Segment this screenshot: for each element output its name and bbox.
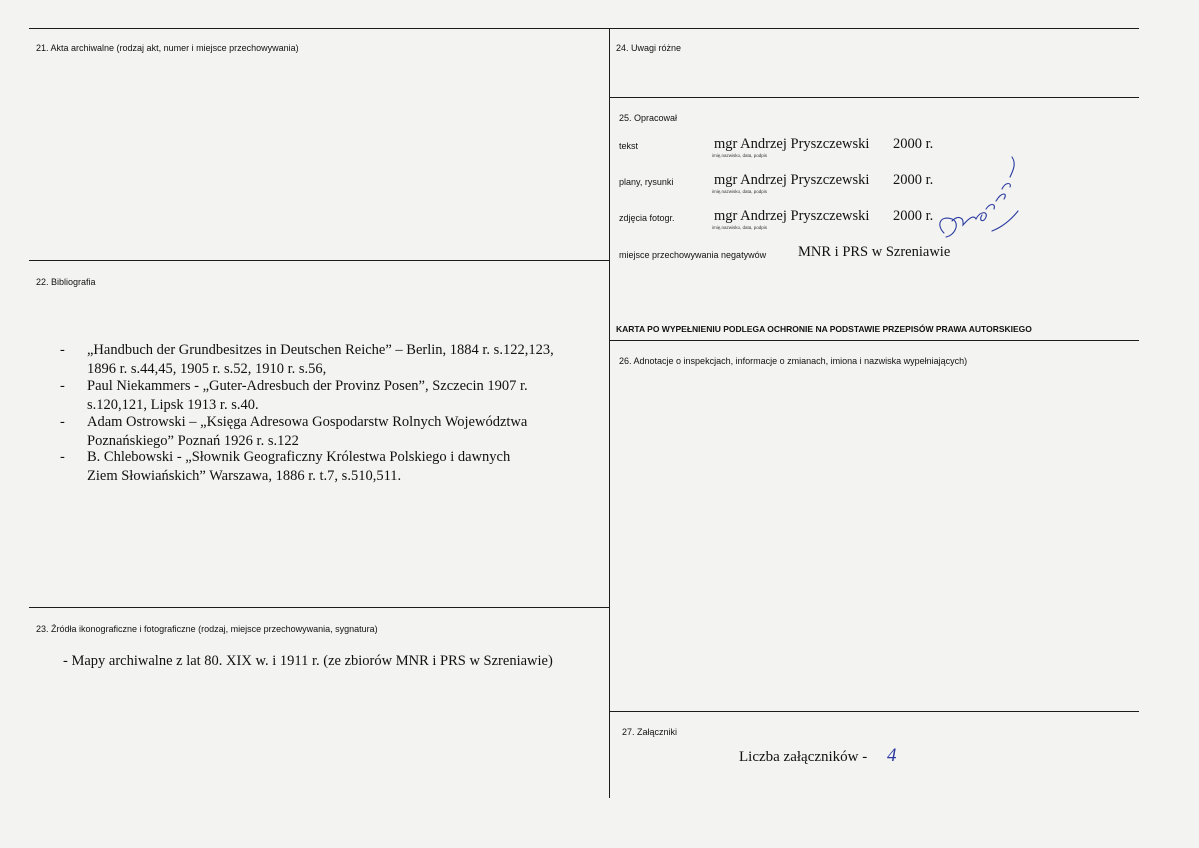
bibliography-text: B. Chlebowski - „Słownik Geograficzny Królestwa Polskiego i dawnych Ziem Słowiańskich” Warszawa, 1886 r. t.7, s.510,511. xyxy=(87,449,511,484)
attachments-count-value: 4 xyxy=(887,745,897,766)
author-year: 2000 r. xyxy=(893,208,934,224)
copyright-notice: KARTA PO WYPEŁNIENIU PODLEGA OCHRONIE NA PODSTAWIE PRZEPISÓW PRAWA AUTORSKIEGO xyxy=(616,324,1032,334)
section-26-label: 26. Adnotacje o inspekcjach, informacje o zmianach, imiona i nazwiska wypełniających) xyxy=(619,356,968,366)
section-23-label: 23. Źródła ikonograficzne i fotograficzne (rodzaj, miejsce przechowywania, sygnatura) xyxy=(36,624,378,634)
column-divider xyxy=(609,28,610,798)
section-24-label: 24. Uwagi różne xyxy=(616,43,682,53)
field-caption: imię,nazwisko, data, podpis xyxy=(712,189,768,194)
section-27-label: 27. Załączniki xyxy=(622,727,678,737)
divider-22-23 xyxy=(29,607,609,608)
divider-26-27 xyxy=(609,711,1139,712)
iconographic-sources-text: - Mapy archiwalne z lat 80. XIX w. i 1911 r. (ze zbiorów MNR i PRS w Szreniawie) xyxy=(63,653,553,669)
signature-scribble xyxy=(930,145,1030,255)
author-name: mgr Andrzej Pryszczewski xyxy=(714,208,870,224)
author-name: mgr Andrzej Pryszczewski xyxy=(714,172,870,188)
field-caption: imię,nazwisko, data, podpis xyxy=(712,153,768,158)
bibliography-text: Adam Ostrowski – „Księga Adresowa Gospodarstw Rolnych Województwa Poznańskiego” Poznań 1926 r. s.122 xyxy=(87,414,528,449)
author-year: 2000 r. xyxy=(893,172,934,188)
divider-21-22 xyxy=(29,260,609,261)
bibliography-item xyxy=(60,448,580,485)
list-dash: - xyxy=(60,342,65,358)
author-name: mgr Andrzej Pryszczewski xyxy=(714,136,870,152)
section-25-label: 25. Opracował xyxy=(619,113,678,123)
section-21-label: 21. Akta archiwalne (rodzaj akt, numer i miejsce przechowywania) xyxy=(36,43,299,53)
bibliography-item xyxy=(60,413,580,450)
field-caption: imię,nazwisko, data, podpis xyxy=(712,225,768,230)
bibliography-text: Paul Niekammers - „Guter-Adresbuch der Provinz Posen”, Szczecin 1907 r. s.120,121, Lipsk 1913 r. s.40. xyxy=(87,378,528,413)
list-dash: - xyxy=(60,414,65,430)
row-label-plans: plany, rysunki xyxy=(619,177,674,187)
bibliography-item xyxy=(60,377,580,414)
top-border-line xyxy=(29,28,1139,29)
negatives-label: miejsce przechowywania negatywów xyxy=(619,250,767,260)
attachments-count-text: Liczba załączników - xyxy=(739,749,868,765)
author-year: 2000 r. xyxy=(893,136,934,152)
negatives-value: MNR i PRS w Szreniawie xyxy=(798,244,951,260)
bibliography-item xyxy=(60,341,580,378)
row-label-photos: zdjęcia fotogr. xyxy=(619,213,675,223)
list-dash: - xyxy=(60,378,65,394)
section-22-label: 22. Bibliografia xyxy=(36,277,96,287)
divider-25-26 xyxy=(609,340,1139,341)
row-label-text: tekst xyxy=(619,141,639,151)
list-dash: - xyxy=(60,449,65,465)
bibliography-text: „Handbuch der Grundbesitzes in Deutschen Reiche” – Berlin, 1884 r. s.122,123, 1896 r. s.44,45, 1905 r. s.52, 1910 r. s.56, xyxy=(87,342,554,377)
divider-24-25 xyxy=(609,97,1139,98)
